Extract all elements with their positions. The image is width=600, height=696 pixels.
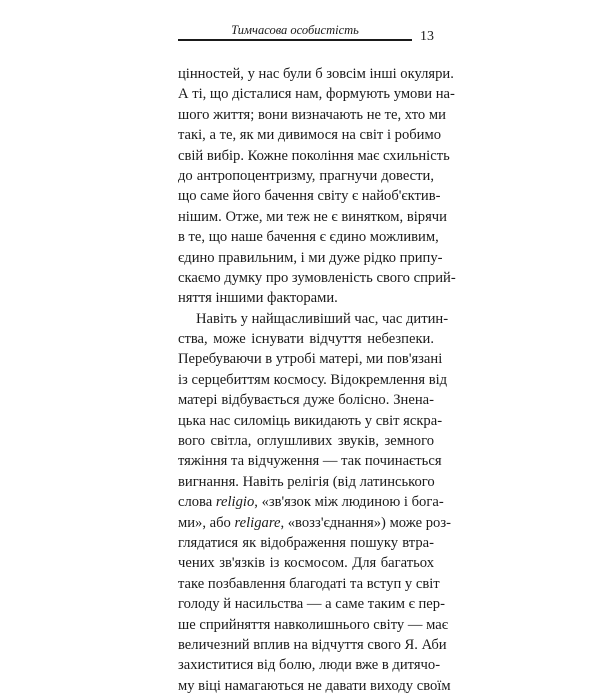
text-line: єдино правильним, і ми дуже рідко припу- (178, 249, 443, 266)
text-line: таке позбавлення благодаті та вступ у світ (178, 575, 440, 592)
header-rule (178, 39, 412, 41)
running-head (178, 22, 412, 40)
text-line: цька нас силоміць викидають у світ яскра- (178, 412, 443, 429)
text-line: із серцебиттям космосу. Відокремлення від (178, 371, 448, 388)
text-line: цінностей, у нас були б зовсім інші окуляри. (178, 66, 454, 82)
text-line: свій вибір. Кожне покоління має схильність (178, 147, 450, 164)
text-line: голоду й насильства — а саме таким є пер- (178, 596, 445, 613)
text-line: А ті, що дісталися нам, формують умови на- (178, 86, 455, 103)
text-line: тяжіння та відчуження — так починається (178, 453, 442, 470)
running-title: Тимчасова особистість (231, 23, 359, 37)
text-line: Перебуваючи в утробі матері, ми пов'язані (178, 351, 443, 368)
text-line: му віці намагаються не давати виходу своїм (178, 677, 451, 694)
text-line: вигнання. Навіть релігія (від латинського (178, 473, 435, 490)
text-line: величезний вплив на відчуття свого Я. Аби (178, 636, 447, 653)
text-line: няття іншими факторами. (178, 290, 338, 307)
text-line: нішим. Отже, ми теж не є винятком, вірячи (178, 208, 447, 225)
text-line: чених зв'язків із космосом. Для багатьох (178, 555, 434, 572)
text-line: ше сприйняття навколишнього світу — має (178, 616, 448, 633)
text-line: Навіть у найщасливіший час, час дитин- (196, 310, 449, 327)
text-line: що саме його бачення світу є найоб'єктив- (178, 188, 441, 205)
text-line: шого життя; вони визначають не те, хто ми (178, 106, 446, 123)
text-line: до антропоцентризму, прагнучи довести, (178, 167, 434, 184)
page-number: 13 (420, 29, 434, 44)
text-line: вого світла, оглушливих звуків, земного (178, 433, 434, 450)
body-text (178, 64, 456, 696)
text-line: в те, що наше бачення є єдино можливим, (178, 229, 439, 246)
text-line: ства, може існувати відчуття небезпеки. (178, 331, 434, 348)
text-line: глядатися як відображення пошуку втра- (178, 534, 434, 551)
text-line: такі, а те, як ми дивимося на світ і робимо (178, 127, 442, 144)
text-line: скаємо думку про зумовленість свого сприй- (178, 269, 456, 286)
text-line: ми», або religare, «возз'єднання») може роз- (178, 514, 451, 531)
text-line: слова religio, «зв'язок між людиною і бога- (178, 494, 444, 511)
text-line: матері відбувається дуже болісно. Знена- (178, 392, 434, 409)
text-line: захиститися від болю, люди вже в дитячо- (178, 657, 441, 674)
